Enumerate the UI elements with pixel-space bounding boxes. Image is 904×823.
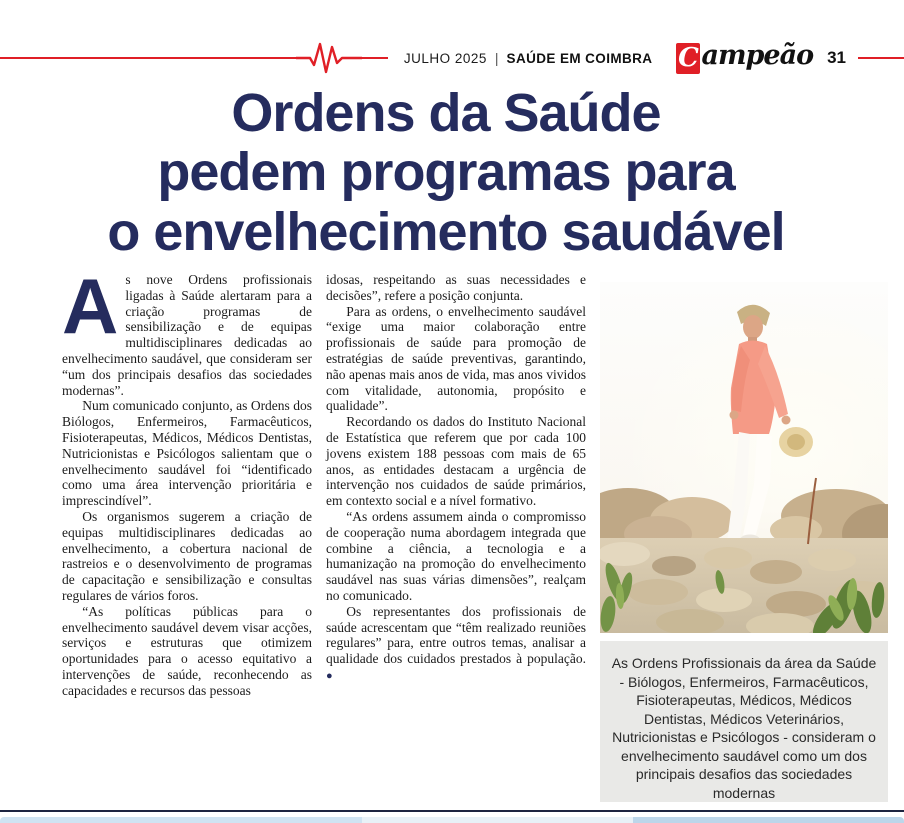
masthead-separator: | <box>494 50 499 66</box>
paragraph: Recordando os dados do Instituto Nacional de Estatística que referem que por cada 100 jovens existem 188 pessoas com mais de 65 anos, as entidades destacam a urgência de intervenção nos cuidados de saúde primários, em contexto social e a nível formativo. <box>326 414 586 509</box>
headline-line-1: Ordens da Saúde <box>231 83 661 143</box>
paragraph <box>326 604 586 685</box>
campeao-logo <box>676 39 814 74</box>
page-header <box>0 39 904 73</box>
logo-wordmark: ampeão <box>701 39 814 71</box>
photo-caption <box>600 641 888 802</box>
drop-cap: A <box>62 272 119 350</box>
text-column-1 <box>62 272 312 802</box>
text-column-2 <box>326 272 586 802</box>
article-photo <box>600 282 888 633</box>
paragraph-text: Os representantes dos profissionais de saúde acrescentam que “têm realizado reuniões regulares” para, entre outros temas, analisar a qualidade dos cuidados prestados à população. <box>326 603 586 667</box>
headline-line-2: pedem programas para <box>157 142 735 203</box>
photo-caption-text: As Ordens Profissionais da área da Saúde - Biólogos, Enfermeiros, Farmacêuticos, Fisioterapeutas, Médicos, Médicos Dentistas, Médicos Veterinários, Nutricionistas e Psicólogos - consideram o envelhecimento saudável como um dos principais desafios das sociedades modernas <box>611 655 877 801</box>
headline-line-3: o envelhecimento saudável <box>107 201 785 262</box>
page-number: 31 <box>827 48 846 67</box>
masthead-text <box>388 50 667 66</box>
paragraph <box>62 272 312 398</box>
paragraph: “As políticas públicas para o envelhecimento saudável devem visar acções, serviços e estruturas que otimizem oportunidades para o acesso equitativo a intervenções de saúde, reconhecendo as capacidades e recursos das pessoas <box>62 603 312 698</box>
article-headline <box>0 84 892 262</box>
header-rule-stub <box>362 57 388 59</box>
media-column <box>600 272 888 802</box>
next-section-edge-middle <box>362 817 633 823</box>
header-rule-right <box>858 57 904 59</box>
paragraph: Num comunicado conjunto, as Ordens dos Biólogos, Enfermeiros, Farmacêuticos, Fisioterapeutas, Médicos, Médicos Dentistas, Nutricionistas e Psicólogos salientam que o envelhecimento saudável foi “identificado como uma área intervenção prioritária e imprescindível”. <box>62 398 312 509</box>
section-title: SAÚDE EM COIMBRA <box>506 50 653 66</box>
heartbeat-icon <box>296 38 362 78</box>
next-section-edge-left <box>0 817 362 823</box>
paragraph: Para as ordens, o envelhecimento saudável “exige uma maior colaboração entre profissionais de saúde para promoção de estratégias de saúde preventivas, garantindo, não apenas mais anos de vida, mas anos vividos com vitalidade, autonomia, propósito e qualidade”. <box>326 303 586 414</box>
article-end-mark: ● <box>326 669 333 682</box>
next-section-edge-right <box>633 817 904 823</box>
paragraph-text: s nove Ordens profissionais ligadas à Saúde alertaram para a criação programas de sensibilização e de equipas multidisciplinares dedicadas ao envelhecimento saudável, que consideram ser “um dos principais desafios das sociedades modernas”. <box>62 272 312 398</box>
logo-initial-box: C <box>678 43 699 73</box>
paragraph: Os organismos sugerem a criação de equipas multidisciplinares dedicadas ao envelhecimento, a cobertura nacional de rastreios e o desenvolvimento de programas de capacitação e sensibilização e consultas regulares de vários foros. <box>62 508 312 603</box>
paragraph: “As ordens assumem ainda o compromisso de cooperação numa abordagem integrada que combine a ciência, a tecnologia e a humanização na promoção do envelhecimento saudável nas suas várias dimensões”, realçam no comunicado. <box>326 508 586 603</box>
issue-date: JULHO 2025 <box>403 50 487 66</box>
paragraph: idosas, respeitando as suas necessidades e decisões”, refere a posição conjunta. <box>326 272 586 303</box>
article-body <box>62 272 888 802</box>
header-rule-left <box>0 57 296 59</box>
bottom-divider-rule <box>0 810 904 812</box>
next-section-edge <box>0 817 904 823</box>
